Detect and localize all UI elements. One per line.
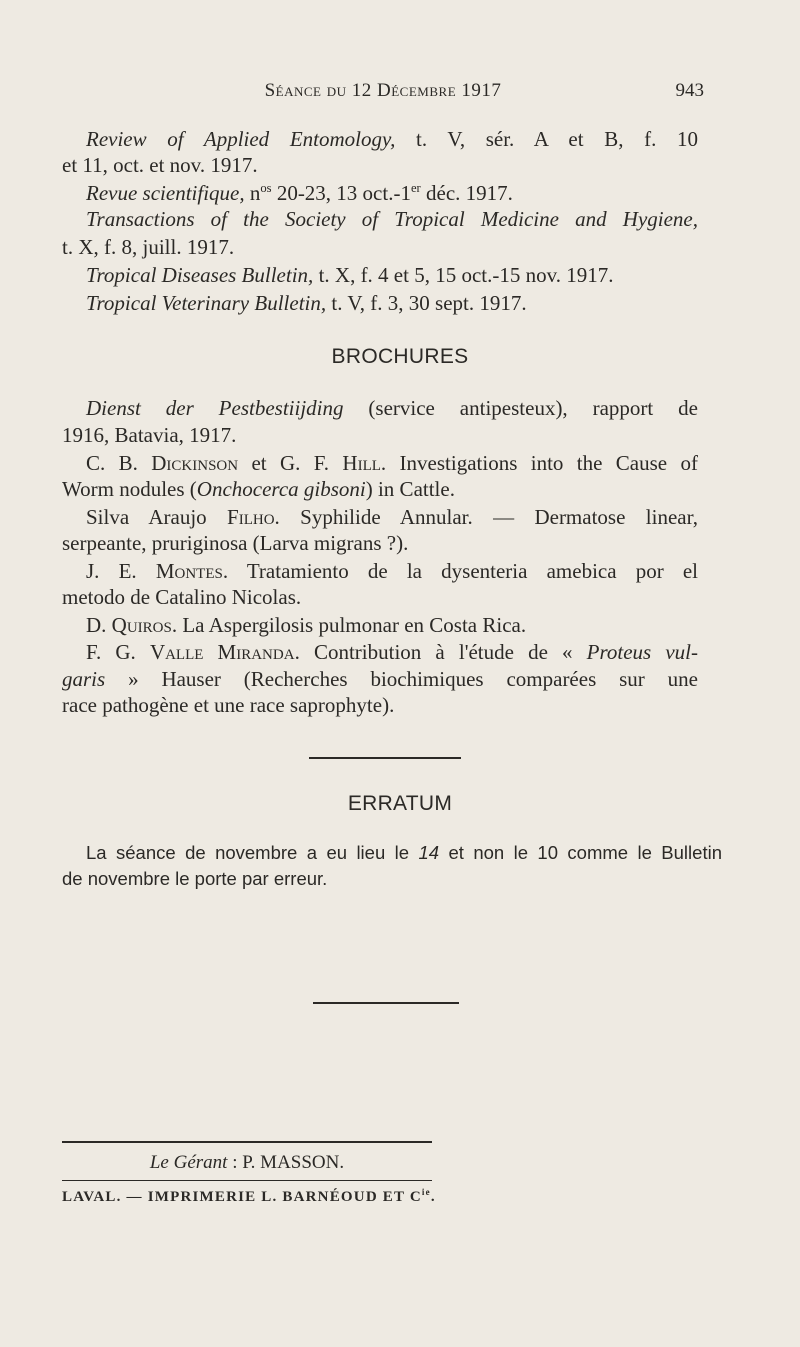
periodical-title: Tropical Diseases Bulletin, [86, 263, 314, 287]
brochure-details: (service antipesteux), rapport de [343, 396, 698, 420]
brochure-details: Silva Araujo [86, 505, 228, 529]
brochure-details: . Contribution à l'étude de « [294, 640, 587, 664]
brochure-entry [62, 558, 698, 584]
printer-name-end: . [430, 1189, 436, 1205]
brochure-details: ) in Cattle. [365, 477, 455, 501]
footer-rule-bottom [62, 1180, 432, 1181]
section-divider [313, 1002, 459, 1004]
author-name: Montes [155, 559, 223, 583]
brochure-entry-continued: 1916, Batavia, 1917. [62, 423, 237, 447]
periodical-details: 20-23, 13 oct.-1 [271, 181, 411, 205]
species-name: Onchocerca gibsoni [196, 477, 366, 501]
erratum-heading: ERRATUM [347, 792, 453, 815]
author-name: Quiros [111, 613, 172, 637]
brochure-entry-continued [62, 476, 698, 502]
erratum-text-part: La séance de novembre a eu lieu le [86, 842, 419, 863]
species-name: garis [62, 667, 106, 691]
brochure-details: . Investigations into the Cause of [380, 451, 698, 475]
brochure-entry [62, 639, 698, 665]
author-name: Hill [342, 451, 381, 475]
section-divider [309, 757, 461, 759]
periodical-title: Review of Applied Entomology, [86, 127, 396, 151]
periodical-details: déc. 1917. [420, 181, 513, 205]
author-name: Dickinson [151, 451, 239, 475]
periodical-entry [62, 180, 698, 206]
brochure-details: C. B. [86, 451, 152, 475]
periodical-details: n [244, 181, 261, 205]
superscript: os [260, 181, 272, 195]
brochures-heading: BROCHURES [331, 345, 469, 368]
periodical-entry [62, 126, 698, 152]
erratum-text [62, 840, 722, 866]
brochure-entry-continued: race pathogène et une race saprophyte). [62, 693, 395, 717]
species-name: Proteus vul- [586, 640, 698, 664]
periodical-title: Tropical Veterinary Bulletin, [86, 291, 327, 315]
brochure-details: et G. F. [238, 451, 343, 475]
author-name: Filho [227, 505, 275, 529]
periodical-title: Revue scientifique, [86, 181, 245, 205]
periodical-entry [62, 290, 698, 316]
superscript: er [410, 181, 421, 195]
footer-rule-top [62, 1141, 432, 1143]
gerant-separator: : [227, 1152, 243, 1173]
gerant-name: P. MASSON. [242, 1152, 345, 1173]
author-name: Valle Miranda [149, 640, 295, 664]
periodical-entry-continued: t. X, f. 8, juill. 1917. [62, 235, 235, 259]
brochure-details: F. G. [86, 640, 150, 664]
brochure-details: D. [86, 613, 112, 637]
brochure-details: . La Aspergilosis pulmonar en Costa Rica. [171, 613, 527, 637]
brochure-entry-continued: metodo de Catalino Nicolas. [62, 585, 302, 609]
gerant-line [62, 1152, 432, 1174]
periodical-details: t. V, f. 3, 30 sept. 1917. [326, 291, 527, 315]
superscript: ie [421, 1187, 431, 1197]
brochure-details: . Syphilide Annular. — Dermatose linear, [274, 505, 698, 529]
brochure-entry [62, 450, 698, 476]
page-number: 943 [675, 80, 704, 101]
brochure-entry [62, 504, 698, 530]
printer-imprint [62, 1189, 436, 1206]
brochure-title: Dienst der Pestbestiijding [86, 396, 344, 420]
periodical-details: t. X, f. 4 et 5, 15 oct.-15 nov. 1917. [313, 263, 614, 287]
brochure-entry [62, 612, 698, 638]
brochure-entry-continued: serpeante, pruriginosa (Larva migrans ?). [62, 531, 409, 555]
brochure-details: Worm nodules ( [62, 477, 197, 501]
brochure-details: . Tratamiento de la dysenteria amebica por el [222, 559, 699, 583]
running-head-title: Séance du 12 Décembre 1917 [264, 80, 502, 101]
brochure-entry-continued [62, 666, 698, 692]
periodical-entry [62, 262, 698, 288]
periodical-entry-continued: et 11, oct. et nov. 1917. [62, 153, 258, 177]
brochure-entry [62, 395, 698, 421]
erratum-text-continued: de novembre le porte par erreur. [62, 868, 328, 889]
erratum-text-part: et non le 10 comme le Bulletin [439, 842, 722, 863]
erratum-date: 14 [418, 842, 440, 863]
running-head [62, 80, 704, 106]
printer-name: LAVAL. — IMPRIMERIE L. BARNÉOUD ET C [62, 1189, 422, 1205]
brochure-details: » Hauser (Recherches biochimiques comparées sur une [105, 667, 698, 691]
brochure-details: J. E. [86, 559, 156, 583]
periodical-title: Transactions of the Society of Tropical Medicine and Hygiene, [86, 207, 698, 231]
periodical-details: t. V, sér. A et B, f. 10 [395, 127, 699, 151]
gerant-label: Le Gérant [149, 1152, 228, 1173]
